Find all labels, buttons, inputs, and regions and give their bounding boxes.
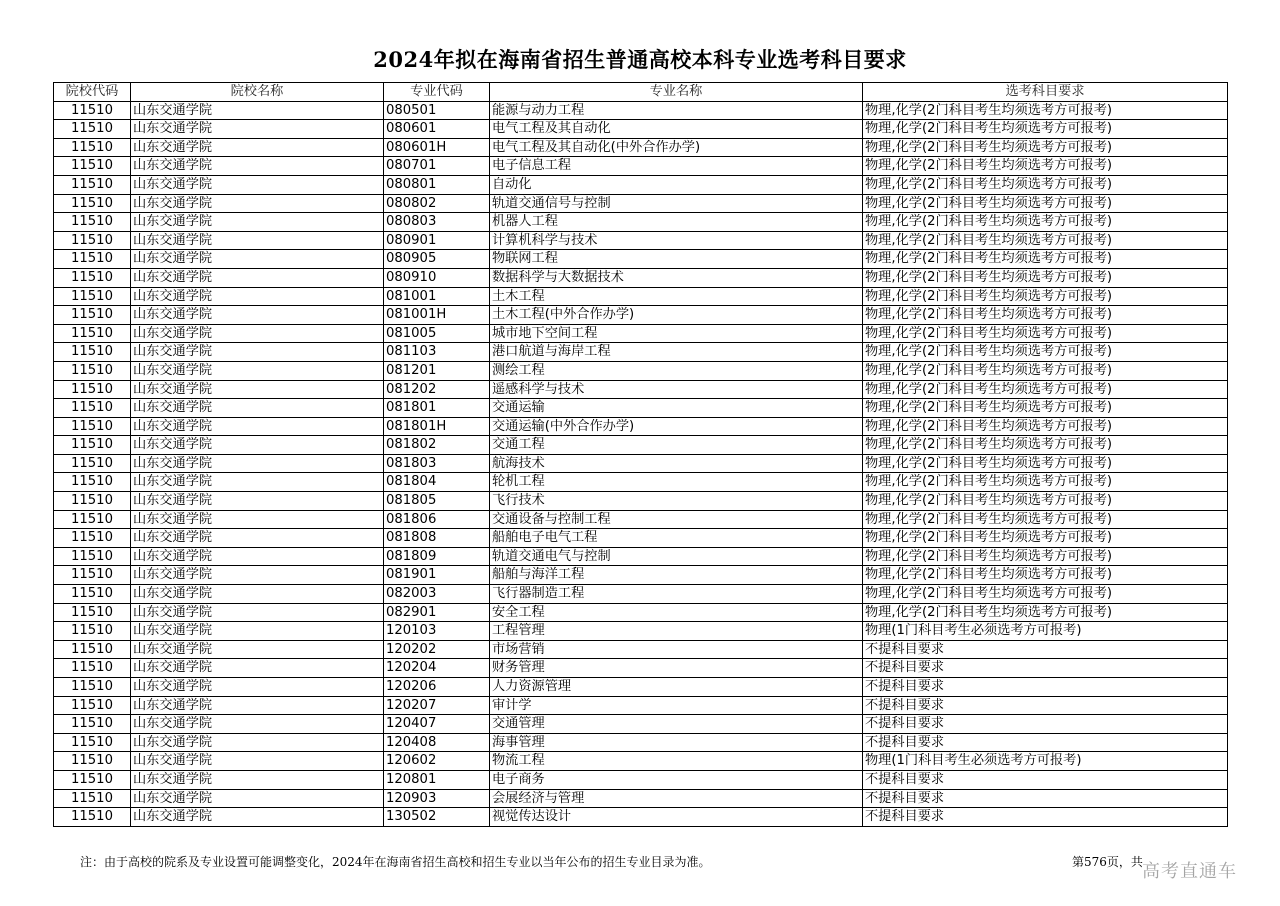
cell-major-name: 航海技术 — [490, 454, 863, 473]
table-row — [54, 547, 1228, 566]
cell-school-name: 山东交通学院 — [131, 585, 384, 604]
cell-subject-requirement: 物理(1门科目考生必须选考方可报考) — [863, 752, 1228, 771]
cell-subject-requirement: 物理,化学(2门科目考生均须选考方可报考) — [863, 454, 1228, 473]
cell-major-name: 交通运输 — [490, 399, 863, 418]
cell-major-code: 081801H — [384, 417, 490, 436]
cell-subject-requirement: 物理,化学(2门科目考生均须选考方可报考) — [863, 380, 1228, 399]
cell-subject-requirement: 物理,化学(2门科目考生均须选考方可报考) — [863, 585, 1228, 604]
cell-major-code: 080501 — [384, 101, 490, 120]
cell-school-name: 山东交通学院 — [131, 268, 384, 287]
table-row — [54, 510, 1228, 529]
cell-major-code: 080901 — [384, 231, 490, 250]
cell-major-name: 自动化 — [490, 175, 863, 194]
cell-school-code: 11510 — [54, 492, 131, 511]
cell-school-code: 11510 — [54, 343, 131, 362]
cell-school-name: 山东交通学院 — [131, 120, 384, 139]
cell-major-name: 船舶电子电气工程 — [490, 529, 863, 548]
cell-subject-requirement: 物理,化学(2门科目考生均须选考方可报考) — [863, 603, 1228, 622]
cell-major-code: 120202 — [384, 640, 490, 659]
cell-school-name: 山东交通学院 — [131, 733, 384, 752]
table-row — [54, 789, 1228, 808]
cell-major-name: 机器人工程 — [490, 213, 863, 232]
cell-school-name: 山东交通学院 — [131, 306, 384, 325]
cell-major-name: 电气工程及其自动化 — [490, 120, 863, 139]
cell-school-name: 山东交通学院 — [131, 510, 384, 529]
cell-school-name: 山东交通学院 — [131, 622, 384, 641]
cell-major-code: 080701 — [384, 157, 490, 176]
table-row — [54, 622, 1228, 641]
cell-major-code: 081804 — [384, 473, 490, 492]
cell-major-code: 081901 — [384, 566, 490, 585]
cell-school-name: 山东交通学院 — [131, 547, 384, 566]
cell-school-name: 山东交通学院 — [131, 603, 384, 622]
table-row — [54, 529, 1228, 548]
table-row — [54, 101, 1228, 120]
cell-subject-requirement: 物理,化学(2门科目考生均须选考方可报考) — [863, 399, 1228, 418]
cell-major-code: 081805 — [384, 492, 490, 511]
cell-major-code: 080910 — [384, 268, 490, 287]
cell-school-name: 山东交通学院 — [131, 566, 384, 585]
cell-school-name: 山东交通学院 — [131, 640, 384, 659]
cell-school-name: 山东交通学院 — [131, 678, 384, 697]
cell-major-name: 轨道交通信号与控制 — [490, 194, 863, 213]
table-row — [54, 138, 1228, 157]
table-row — [54, 454, 1228, 473]
cell-major-name: 电气工程及其自动化(中外合作办学) — [490, 138, 863, 157]
table-row — [54, 640, 1228, 659]
header-school-name: 院校名称 — [131, 83, 384, 102]
cell-school-code: 11510 — [54, 585, 131, 604]
table-row — [54, 492, 1228, 511]
table-row — [54, 194, 1228, 213]
cell-subject-requirement: 不提科目要求 — [863, 715, 1228, 734]
cell-school-code: 11510 — [54, 752, 131, 771]
cell-school-name: 山东交通学院 — [131, 287, 384, 306]
table-row — [54, 343, 1228, 362]
cell-subject-requirement: 物理(1门科目考生必须选考方可报考) — [863, 622, 1228, 641]
cell-major-name: 视觉传达设计 — [490, 808, 863, 827]
cell-major-name: 轨道交通电气与控制 — [490, 547, 863, 566]
table-row — [54, 120, 1228, 139]
cell-school-name: 山东交通学院 — [131, 492, 384, 511]
cell-major-name: 安全工程 — [490, 603, 863, 622]
table-row — [54, 808, 1228, 827]
cell-major-name: 测绘工程 — [490, 361, 863, 380]
cell-major-code: 120204 — [384, 659, 490, 678]
table-row — [54, 659, 1228, 678]
cell-major-code: 080601 — [384, 120, 490, 139]
cell-major-code: 120407 — [384, 715, 490, 734]
cell-school-code: 11510 — [54, 715, 131, 734]
cell-major-name: 工程管理 — [490, 622, 863, 641]
table-row — [54, 380, 1228, 399]
cell-school-code: 11510 — [54, 101, 131, 120]
table-row — [54, 287, 1228, 306]
cell-school-name: 山东交通学院 — [131, 175, 384, 194]
cell-major-name: 船舶与海洋工程 — [490, 566, 863, 585]
cell-major-name: 轮机工程 — [490, 473, 863, 492]
cell-major-name: 港口航道与海岸工程 — [490, 343, 863, 362]
table-row — [54, 473, 1228, 492]
cell-major-code: 081808 — [384, 529, 490, 548]
cell-subject-requirement: 物理,化学(2门科目考生均须选考方可报考) — [863, 120, 1228, 139]
table-row — [54, 752, 1228, 771]
cell-subject-requirement: 物理,化学(2门科目考生均须选考方可报考) — [863, 250, 1228, 269]
cell-school-code: 11510 — [54, 622, 131, 641]
cell-major-code: 082003 — [384, 585, 490, 604]
cell-subject-requirement: 物理,化学(2门科目考生均须选考方可报考) — [863, 213, 1228, 232]
cell-school-name: 山东交通学院 — [131, 194, 384, 213]
table-row — [54, 324, 1228, 343]
cell-subject-requirement: 物理,化学(2门科目考生均须选考方可报考) — [863, 157, 1228, 176]
cell-major-name: 电子商务 — [490, 770, 863, 789]
cell-school-code: 11510 — [54, 678, 131, 697]
cell-subject-requirement: 物理,化学(2门科目考生均须选考方可报考) — [863, 268, 1228, 287]
table-row — [54, 306, 1228, 325]
cell-school-code: 11510 — [54, 417, 131, 436]
cell-school-name: 山东交通学院 — [131, 250, 384, 269]
cell-major-name: 土木工程 — [490, 287, 863, 306]
table-row — [54, 585, 1228, 604]
cell-major-code: 120207 — [384, 696, 490, 715]
cell-major-code: 081001 — [384, 287, 490, 306]
cell-school-code: 11510 — [54, 250, 131, 269]
table-row — [54, 213, 1228, 232]
cell-major-code: 081801 — [384, 399, 490, 418]
cell-major-code: 120408 — [384, 733, 490, 752]
cell-subject-requirement: 物理,化学(2门科目考生均须选考方可报考) — [863, 529, 1228, 548]
cell-subject-requirement: 物理,化学(2门科目考生均须选考方可报考) — [863, 417, 1228, 436]
cell-major-name: 财务管理 — [490, 659, 863, 678]
cell-major-code: 081201 — [384, 361, 490, 380]
cell-subject-requirement: 物理,化学(2门科目考生均须选考方可报考) — [863, 324, 1228, 343]
cell-school-name: 山东交通学院 — [131, 157, 384, 176]
table-row — [54, 250, 1228, 269]
cell-major-name: 能源与动力工程 — [490, 101, 863, 120]
table-row — [54, 361, 1228, 380]
cell-subject-requirement: 物理,化学(2门科目考生均须选考方可报考) — [863, 194, 1228, 213]
cell-subject-requirement: 不提科目要求 — [863, 678, 1228, 697]
cell-school-code: 11510 — [54, 733, 131, 752]
cell-school-code: 11510 — [54, 510, 131, 529]
cell-major-code: 081803 — [384, 454, 490, 473]
cell-school-name: 山东交通学院 — [131, 473, 384, 492]
cell-school-name: 山东交通学院 — [131, 436, 384, 455]
cell-school-name: 山东交通学院 — [131, 752, 384, 771]
cell-subject-requirement: 不提科目要求 — [863, 808, 1228, 827]
cell-major-code: 120903 — [384, 789, 490, 808]
cell-school-code: 11510 — [54, 175, 131, 194]
cell-school-code: 11510 — [54, 659, 131, 678]
cell-school-name: 山东交通学院 — [131, 361, 384, 380]
cell-school-code: 11510 — [54, 770, 131, 789]
cell-major-name: 会展经济与管理 — [490, 789, 863, 808]
table-row — [54, 678, 1228, 697]
cell-school-code: 11510 — [54, 194, 131, 213]
cell-school-code: 11510 — [54, 268, 131, 287]
cell-school-code: 11510 — [54, 361, 131, 380]
table-row — [54, 231, 1228, 250]
cell-subject-requirement: 物理,化学(2门科目考生均须选考方可报考) — [863, 436, 1228, 455]
watermark-text: 高考直通车 — [1142, 861, 1237, 882]
page-title: 2024年拟在海南省招生普通高校本科专业选考科目要求 — [373, 47, 907, 72]
cell-school-name: 山东交通学院 — [131, 231, 384, 250]
table-row — [54, 770, 1228, 789]
table-row — [54, 603, 1228, 622]
table-row — [54, 268, 1228, 287]
cell-school-name: 山东交通学院 — [131, 808, 384, 827]
cell-subject-requirement: 物理,化学(2门科目考生均须选考方可报考) — [863, 566, 1228, 585]
table-row — [54, 566, 1228, 585]
cell-major-name: 市场营销 — [490, 640, 863, 659]
cell-major-name: 交通运输(中外合作办学) — [490, 417, 863, 436]
cell-major-name: 遥感科学与技术 — [490, 380, 863, 399]
cell-school-name: 山东交通学院 — [131, 696, 384, 715]
cell-major-name: 海事管理 — [490, 733, 863, 752]
cell-school-code: 11510 — [54, 640, 131, 659]
cell-major-name: 计算机科学与技术 — [490, 231, 863, 250]
table-row — [54, 417, 1228, 436]
cell-school-code: 11510 — [54, 436, 131, 455]
cell-school-code: 11510 — [54, 287, 131, 306]
cell-major-name: 飞行技术 — [490, 492, 863, 511]
footer-note: 注：由于高校的院系及专业设置可能调整变化，2024年在海南省招生高校和招生专业以当年公布的招生专业目录为准。 — [80, 855, 711, 869]
cell-school-name: 山东交通学院 — [131, 138, 384, 157]
cell-subject-requirement: 物理,化学(2门科目考生均须选考方可报考) — [863, 510, 1228, 529]
header-major-code: 专业代码 — [384, 83, 490, 102]
table-row — [54, 733, 1228, 752]
cell-major-code: 120801 — [384, 770, 490, 789]
cell-subject-requirement: 不提科目要求 — [863, 696, 1228, 715]
table-body — [54, 101, 1228, 826]
table-row — [54, 696, 1228, 715]
cell-major-code: 081809 — [384, 547, 490, 566]
cell-school-name: 山东交通学院 — [131, 213, 384, 232]
cell-major-code: 081001H — [384, 306, 490, 325]
table-row — [54, 157, 1228, 176]
cell-school-code: 11510 — [54, 120, 131, 139]
cell-subject-requirement: 物理,化学(2门科目考生均须选考方可报考) — [863, 175, 1228, 194]
table-header-row — [54, 83, 1228, 102]
cell-school-name: 山东交通学院 — [131, 380, 384, 399]
cell-major-code: 080801 — [384, 175, 490, 194]
cell-major-code: 080601H — [384, 138, 490, 157]
cell-school-name: 山东交通学院 — [131, 417, 384, 436]
cell-major-code: 080802 — [384, 194, 490, 213]
cell-subject-requirement: 物理,化学(2门科目考生均须选考方可报考) — [863, 492, 1228, 511]
cell-school-name: 山东交通学院 — [131, 454, 384, 473]
cell-school-code: 11510 — [54, 306, 131, 325]
cell-subject-requirement: 物理,化学(2门科目考生均须选考方可报考) — [863, 343, 1228, 362]
cell-school-code: 11510 — [54, 399, 131, 418]
cell-subject-requirement: 物理,化学(2门科目考生均须选考方可报考) — [863, 361, 1228, 380]
cell-major-name: 交通管理 — [490, 715, 863, 734]
cell-subject-requirement: 物理,化学(2门科目考生均须选考方可报考) — [863, 231, 1228, 250]
cell-school-code: 11510 — [54, 380, 131, 399]
cell-subject-requirement: 物理,化学(2门科目考生均须选考方可报考) — [863, 306, 1228, 325]
cell-subject-requirement: 不提科目要求 — [863, 770, 1228, 789]
cell-major-name: 物流工程 — [490, 752, 863, 771]
table-row — [54, 175, 1228, 194]
cell-school-code: 11510 — [54, 157, 131, 176]
cell-major-code: 081806 — [384, 510, 490, 529]
cell-major-name: 电子信息工程 — [490, 157, 863, 176]
cell-school-code: 11510 — [54, 789, 131, 808]
cell-school-name: 山东交通学院 — [131, 343, 384, 362]
cell-school-code: 11510 — [54, 324, 131, 343]
header-major-name: 专业名称 — [490, 83, 863, 102]
cell-major-code: 120206 — [384, 678, 490, 697]
cell-major-code: 081202 — [384, 380, 490, 399]
page-number: 第576页，共 — [1072, 855, 1143, 869]
cell-major-name: 交通工程 — [490, 436, 863, 455]
cell-major-name: 人力资源管理 — [490, 678, 863, 697]
cell-major-name: 土木工程(中外合作办学) — [490, 306, 863, 325]
cell-school-code: 11510 — [54, 454, 131, 473]
table-row — [54, 399, 1228, 418]
cell-subject-requirement: 不提科目要求 — [863, 659, 1228, 678]
cell-major-name: 审计学 — [490, 696, 863, 715]
cell-school-name: 山东交通学院 — [131, 659, 384, 678]
cell-school-code: 11510 — [54, 231, 131, 250]
cell-subject-requirement: 物理,化学(2门科目考生均须选考方可报考) — [863, 473, 1228, 492]
cell-school-code: 11510 — [54, 808, 131, 827]
cell-major-code: 081802 — [384, 436, 490, 455]
cell-school-code: 11510 — [54, 566, 131, 585]
cell-major-code: 081103 — [384, 343, 490, 362]
cell-subject-requirement: 物理,化学(2门科目考生均须选考方可报考) — [863, 101, 1228, 120]
table-row — [54, 436, 1228, 455]
cell-major-name: 数据科学与大数据技术 — [490, 268, 863, 287]
cell-school-code: 11510 — [54, 696, 131, 715]
cell-school-code: 11510 — [54, 547, 131, 566]
cell-major-code: 130502 — [384, 808, 490, 827]
cell-major-name: 交通设备与控制工程 — [490, 510, 863, 529]
cell-subject-requirement: 不提科目要求 — [863, 789, 1228, 808]
cell-major-name: 飞行器制造工程 — [490, 585, 863, 604]
cell-school-code: 11510 — [54, 529, 131, 548]
cell-major-code: 080905 — [384, 250, 490, 269]
cell-subject-requirement: 物理,化学(2门科目考生均须选考方可报考) — [863, 287, 1228, 306]
cell-subject-requirement: 物理,化学(2门科目考生均须选考方可报考) — [863, 138, 1228, 157]
cell-major-name: 物联网工程 — [490, 250, 863, 269]
cell-school-name: 山东交通学院 — [131, 529, 384, 548]
cell-subject-requirement: 物理,化学(2门科目考生均须选考方可报考) — [863, 547, 1228, 566]
header-school-code: 院校代码 — [54, 83, 131, 102]
cell-major-code: 080803 — [384, 213, 490, 232]
cell-major-code: 081005 — [384, 324, 490, 343]
cell-school-code: 11510 — [54, 138, 131, 157]
cell-major-code: 082901 — [384, 603, 490, 622]
cell-subject-requirement: 不提科目要求 — [863, 733, 1228, 752]
cell-major-code: 120602 — [384, 752, 490, 771]
cell-subject-requirement: 不提科目要求 — [863, 640, 1228, 659]
cell-school-name: 山东交通学院 — [131, 324, 384, 343]
cell-school-name: 山东交通学院 — [131, 715, 384, 734]
header-subject-requirement: 选考科目要求 — [863, 83, 1228, 102]
cell-school-name: 山东交通学院 — [131, 101, 384, 120]
cell-school-code: 11510 — [54, 603, 131, 622]
cell-school-code: 11510 — [54, 473, 131, 492]
cell-major-name: 城市地下空间工程 — [490, 324, 863, 343]
requirements-table — [53, 82, 1228, 827]
cell-school-name: 山东交通学院 — [131, 770, 384, 789]
cell-major-code: 120103 — [384, 622, 490, 641]
cell-school-code: 11510 — [54, 213, 131, 232]
cell-school-name: 山东交通学院 — [131, 399, 384, 418]
cell-school-name: 山东交通学院 — [131, 789, 384, 808]
table-row — [54, 715, 1228, 734]
